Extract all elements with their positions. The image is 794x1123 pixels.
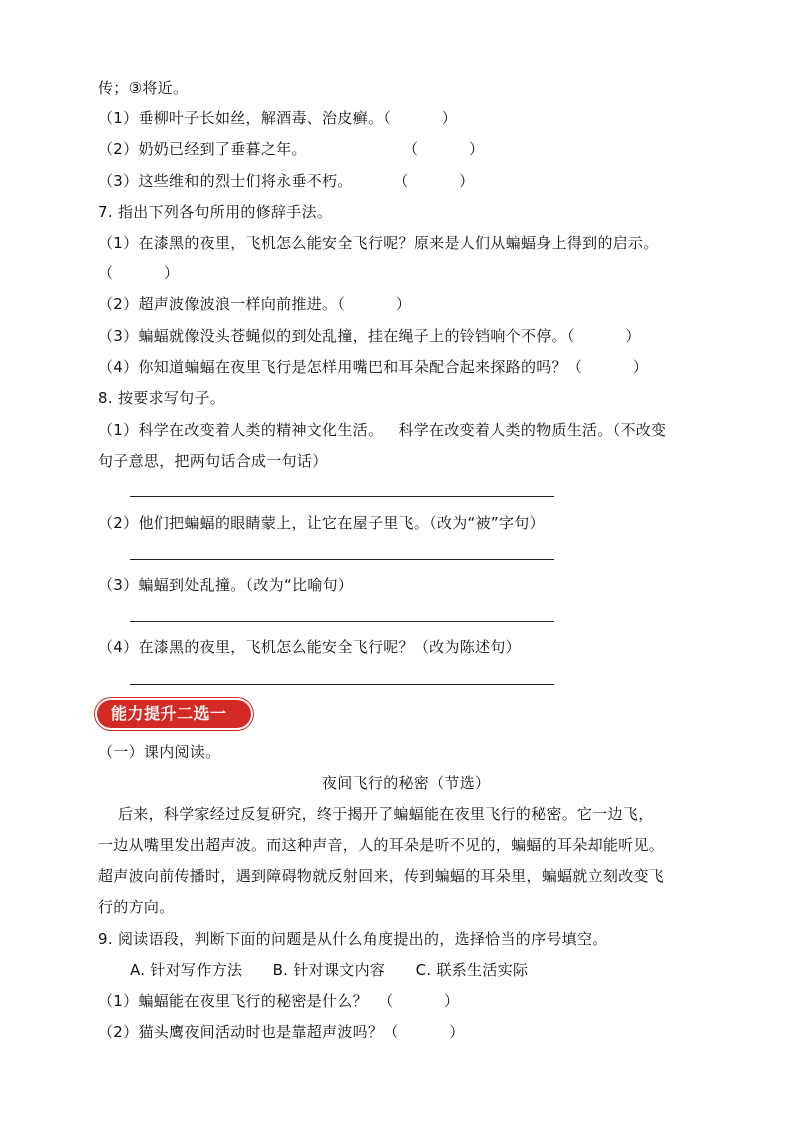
passage-title: 夜间飞行的秘密（节选） [322,774,491,792]
q9-item-2: （2）猫头鹰夜间活动时也是靠超声波吗？（ ） [98,1023,465,1041]
q8-item-2: （2）他们把蝙蝠的眼睛蒙上，让它在屋子里飞。（改为“被”字句） [98,514,545,532]
q6-item-2: （2）奶奶已经到了垂暮之年。 （ ） [98,140,485,158]
q9-options: A. 针对写作方法 B. 针对课文内容 C. 联系生活实际 [130,961,529,979]
q6-item-1: （1）垂柳叶子长如丝，解酒毒、治皮癣。（ ） [98,109,458,127]
answer-line[interactable] [130,684,554,685]
q9-item-1: （1）蝙蝠能在夜里飞行的秘密是什么？ （ ） [98,992,460,1010]
section-badge-label: 能力提升二选一 [111,704,227,723]
answer-line[interactable] [130,559,554,560]
answer-line[interactable] [130,621,554,622]
q7-item-3: （3）蝙蝠就像没头苍蝇似的到处乱撞，挂在绳子上的铃铛响个不停。（ ） [98,327,641,345]
passage-line: 超声波向前传播时，遇到障碍物就反射回来，传到蝙蝠的耳朵里，蝙蝠就立刻改变飞 [98,867,665,885]
q9-heading: 9. 阅读语段，判断下面的问题是从什么角度提出的，选择恰当的序号填空。 [98,930,608,948]
line-continuation: 传；③将近。 [98,79,189,97]
q7-heading: 7. 指出下列各句所用的修辞手法。 [98,203,333,221]
q8-item-1: （1）科学在改变着人类的精神文化生活。 科学在改变着人类的物质生活。（不改变 [98,421,667,439]
passage-line: 行的方向。 [98,898,175,916]
answer-line[interactable] [130,496,554,497]
q7-item-4: （4）你知道蝙蝠在夜里飞行是怎样用嘴巴和耳朵配合起来探路的吗？（ ） [98,358,649,376]
q8-item-1-cont: 句子意思，把两句话合成一句话） [98,452,328,470]
q7-item-2: （2）超声波像波浪一样向前推进。（ ） [98,295,412,313]
q7-item-1: （1）在漆黑的夜里，飞机怎么能安全飞行呢？原来是人们从蝙蝠身上得到的启示。 [98,234,659,252]
section-badge [97,700,251,728]
passage-line: 后来，科学家经过反复研究，终于揭开了蝙蝠能在夜里飞行的秘密。它一边飞， [118,805,654,823]
q8-item-4: （4）在漆黑的夜里，飞机怎么能安全飞行呢？（改为陈述句） [98,638,521,656]
reading-label: （一）课内阅读。 [98,743,221,761]
q7-item-1-blank: （ ） [98,264,180,282]
q8-item-3: （3）蝙蝠到处乱撞。（改为“比喻句） [98,576,354,594]
q8-heading: 8. 按要求写句子。 [98,389,226,407]
q6-item-3: （3）这些维和的烈士们将永垂不朽。 （ ） [98,172,475,190]
passage-line: 一边从嘴里发出超声波。而这种声音，人的耳朵是听不见的，蝙蝠的耳朵却能听见。 [98,836,665,854]
